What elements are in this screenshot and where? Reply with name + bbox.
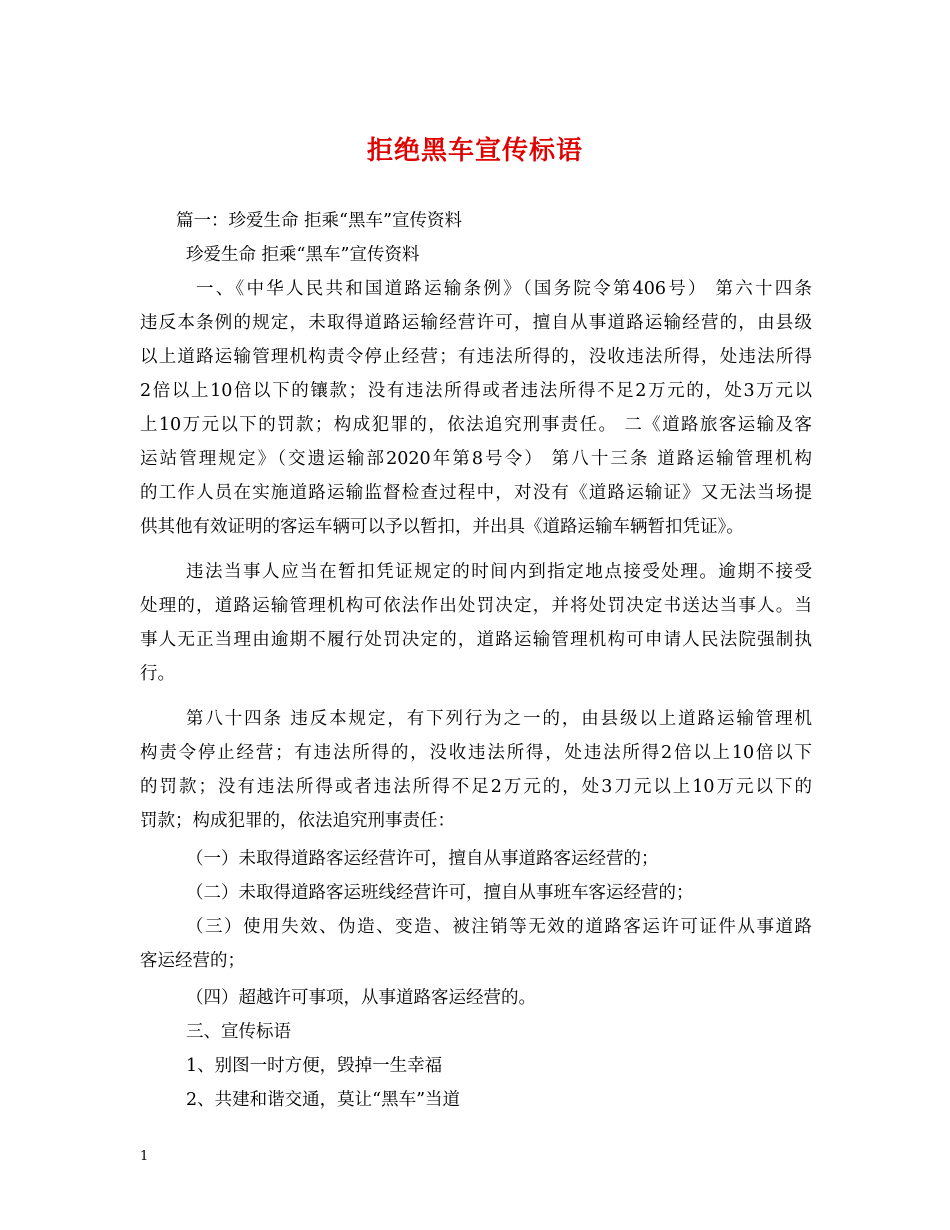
text-line: 处理的，道路运输管理机构可依法作出处罚决定，并将处罚决定书送达当事人。当: [140, 596, 812, 616]
text-line: 行。: [140, 664, 175, 684]
section-heading: 篇一：珍爱生命 拒乘“黑车”宣传资料: [176, 211, 462, 231]
slogan-item: 1、别图一时方便，毁掉一生幸福: [186, 1056, 443, 1076]
page-number: 1: [140, 1149, 149, 1164]
text-line: 第八十四条 违反本规定，有下列行为之一的，由县级以上道路运输管理机: [186, 709, 812, 729]
list-item: （二）未取得道路客运班线经营许可，擅自从事班车客运经营的；: [186, 883, 694, 903]
text-line: 构责令停止经营；有违法所得的，没收违法所得，处违法所得2倍以上10倍以下: [140, 743, 812, 763]
text-line: 违反本条例的规定，未取得道路运输经营许可，擅自从事道路运输经营的，由县级: [140, 313, 812, 333]
text-line: 2倍以上10倍以下的镶款；没有违法所得或者违法所得不足2万元的，处3万元以: [140, 381, 812, 401]
page-title: 拒绝黑车宣传标语: [366, 136, 583, 166]
text-line: 的工作人员在实施道路运输监督检查过程中，对没有《道路运输证》又无法当场提: [140, 483, 812, 503]
text-line: 运站管理规定》（交遗运输部2020年第8号令） 第八十三条 道路运输管理机构: [140, 449, 812, 469]
text-line: 以上道路运输管理机构责令停止经营；有违法所得的，没收违法所得，处违法所得: [140, 347, 812, 367]
list-item: （一）未取得道路客运经营许可，擅自从事道路客运经营的；: [186, 849, 659, 869]
section-heading: 三、宣传标语: [186, 1022, 291, 1042]
list-item: （三）使用失效、伪造、变造、被注销等无效的道路客运许可证件从事道路: [186, 917, 812, 937]
slogan-item: 2、共建和谐交通，莫让“黑车”当道: [186, 1090, 461, 1110]
text-line: 客运经营的；: [140, 951, 245, 971]
text-line: 一、《中华人民共和国道路运输条例》（国务院令第406号） 第六十四条: [196, 279, 812, 299]
text-line: 事人无正当理由逾期不履行处罚决定的，道路运输管理机构可申请人民法院强制执: [140, 630, 812, 650]
text-line: 违法当事人应当在暂扣凭证规定的时间内到指定地点接受处理。逾期不接受: [186, 562, 812, 582]
text-line: 的罚款；没有违法所得或者违法所得不足2万元的，处3刀元以上10万元以下的: [140, 777, 812, 797]
list-item: （四）超越许可事项，从事道路客运经营的。: [186, 988, 536, 1008]
text-line: 上10万元以下的罚款；构成犯罪的，依法追究刑事责任。 二《道路旅客运输及客: [140, 415, 812, 435]
text-line: 供其他有效证明的客运车辆可以予以暂扣，并出具《道路运输车辆暂扣凭证》。: [140, 517, 744, 537]
subheading: 珍爱生命 拒乘“黑车”宣传资料: [186, 245, 420, 265]
text-line: 罚款；构成犯罪的，依法追究刑事责任：: [140, 811, 455, 831]
